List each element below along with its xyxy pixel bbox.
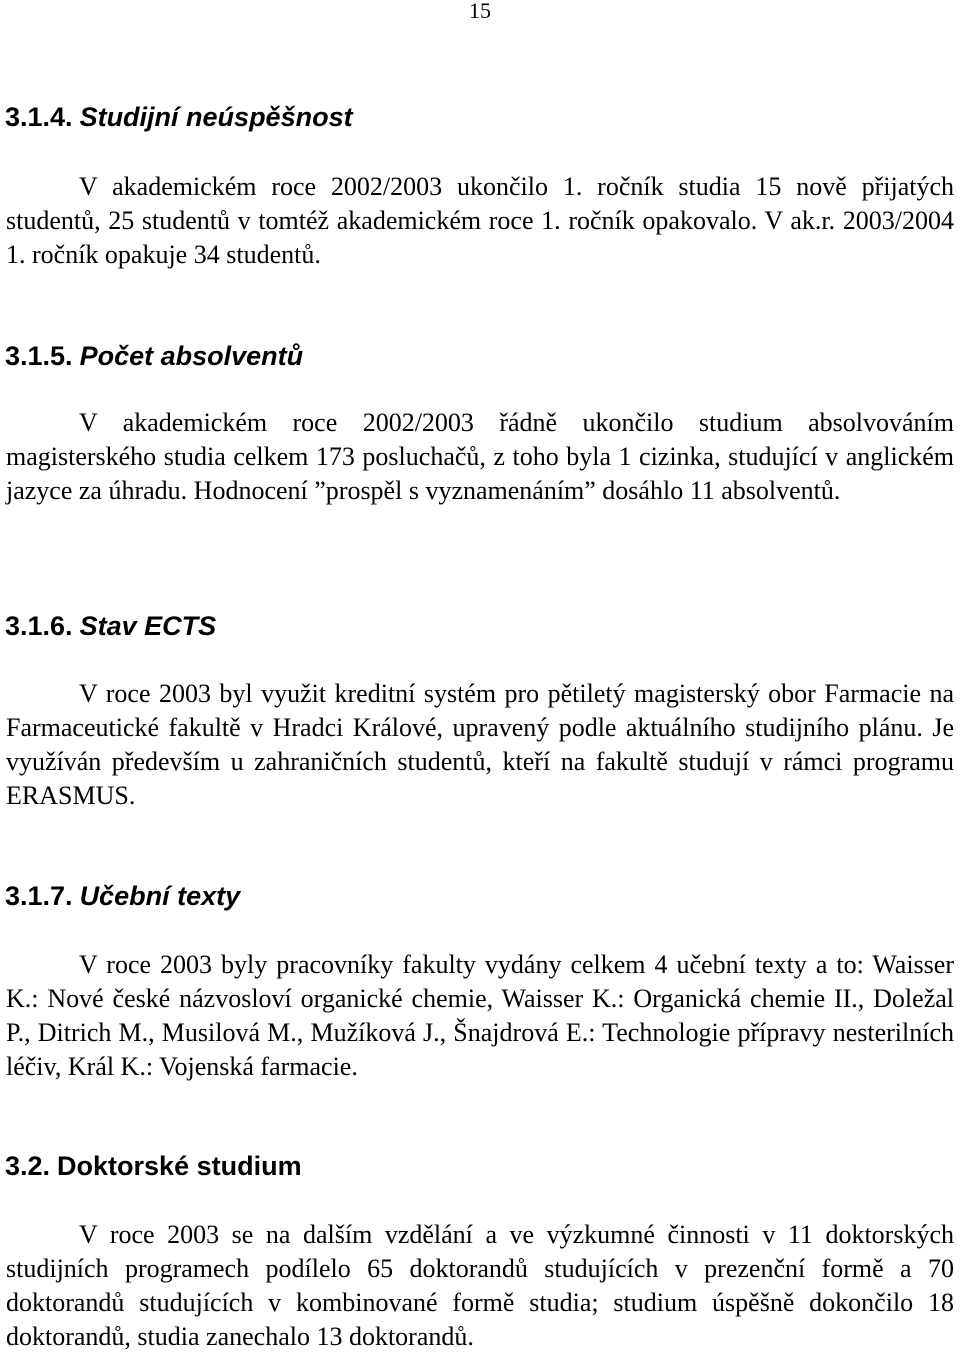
section-title: Doktorské studium: [57, 1151, 302, 1181]
section-body-ucebni-texty: [6, 948, 954, 1084]
section-body-text: V akademickém roce 2002/2003 ukončilo 1. ročník studia 15 nově přijatých studentů, 25 studentů v tomtéž akademickém roce 1. ročník opakovalo. V ak.r. 2003/2004 1. ročník opakuje 34 studentů.: [6, 172, 954, 269]
section-title: Učební texty: [79, 881, 241, 911]
section-heading-ucebni-texty: [5, 880, 240, 912]
section-body-doktorske-studium: [6, 1218, 954, 1354]
page-number: 15: [469, 0, 491, 23]
section-body-text: V roce 2003 byly pracovníky fakulty vydány celkem 4 učební texty a to: Waisser K.: Nové české názvosloví organické chemie, Waisser K.: Organická chemie II., Doležal P., Ditrich M., Musilová M., Mužíková J., Šnajdrová E.: Technologie přípravy nesterilních léčiv, Král K.: Vojenská farmacie.: [6, 950, 954, 1081]
section-heading-stav-ects: [5, 610, 216, 642]
section-heading-studijni-neuspesnost: [5, 101, 353, 133]
section-heading-pocet-absolventu: [5, 340, 303, 372]
section-heading-doktorske-studium: [5, 1150, 302, 1182]
section-title: Stav ECTS: [79, 611, 217, 641]
section-body-pocet-absolventu: [6, 406, 954, 508]
section-body-text: V roce 2003 se na dalším vzdělání a ve výzkumné činnosti v 11 doktorských studijních programech podílelo 65 doktorandů studujících v prezenční formě a 70 doktorandů studujících v kombinované formě studia; studium úspěšně dokončilo 18 doktorandů, studia zanechalo 13 doktorandů.: [6, 1220, 954, 1351]
section-number: 3.1.7.: [5, 881, 73, 911]
section-title: Počet absolventů: [79, 341, 304, 371]
section-body-text: V akademickém roce 2002/2003 řádně ukončilo studium absolvováním magisterského studia celkem 173 posluchačů, z toho byla 1 cizinka, studující v anglickém jazyce za úhradu. Hodnocení ”prospěl s vyznamenáním” dosáhlo 11 absolventů.: [6, 408, 954, 505]
section-title: Studijní neúspěšnost: [79, 102, 353, 132]
section-number: 3.2.: [5, 1151, 51, 1181]
section-body-studijni-neuspesnost: [6, 170, 954, 272]
section-number: 3.1.4.: [5, 102, 73, 132]
section-number: 3.1.6.: [5, 611, 73, 641]
section-number: 3.1.5.: [5, 341, 73, 371]
section-body-stav-ects: [6, 677, 954, 813]
section-body-text: V roce 2003 byl využit kreditní systém pro pětiletý magisterský obor Farmacie na Farmaceutické fakultě v Hradci Králové, upravený podle aktuálního studijního plánu. Je využíván především u zahraničních studentů, kteří na fakultě studují v rámci programu ERASMUS.: [6, 679, 954, 810]
